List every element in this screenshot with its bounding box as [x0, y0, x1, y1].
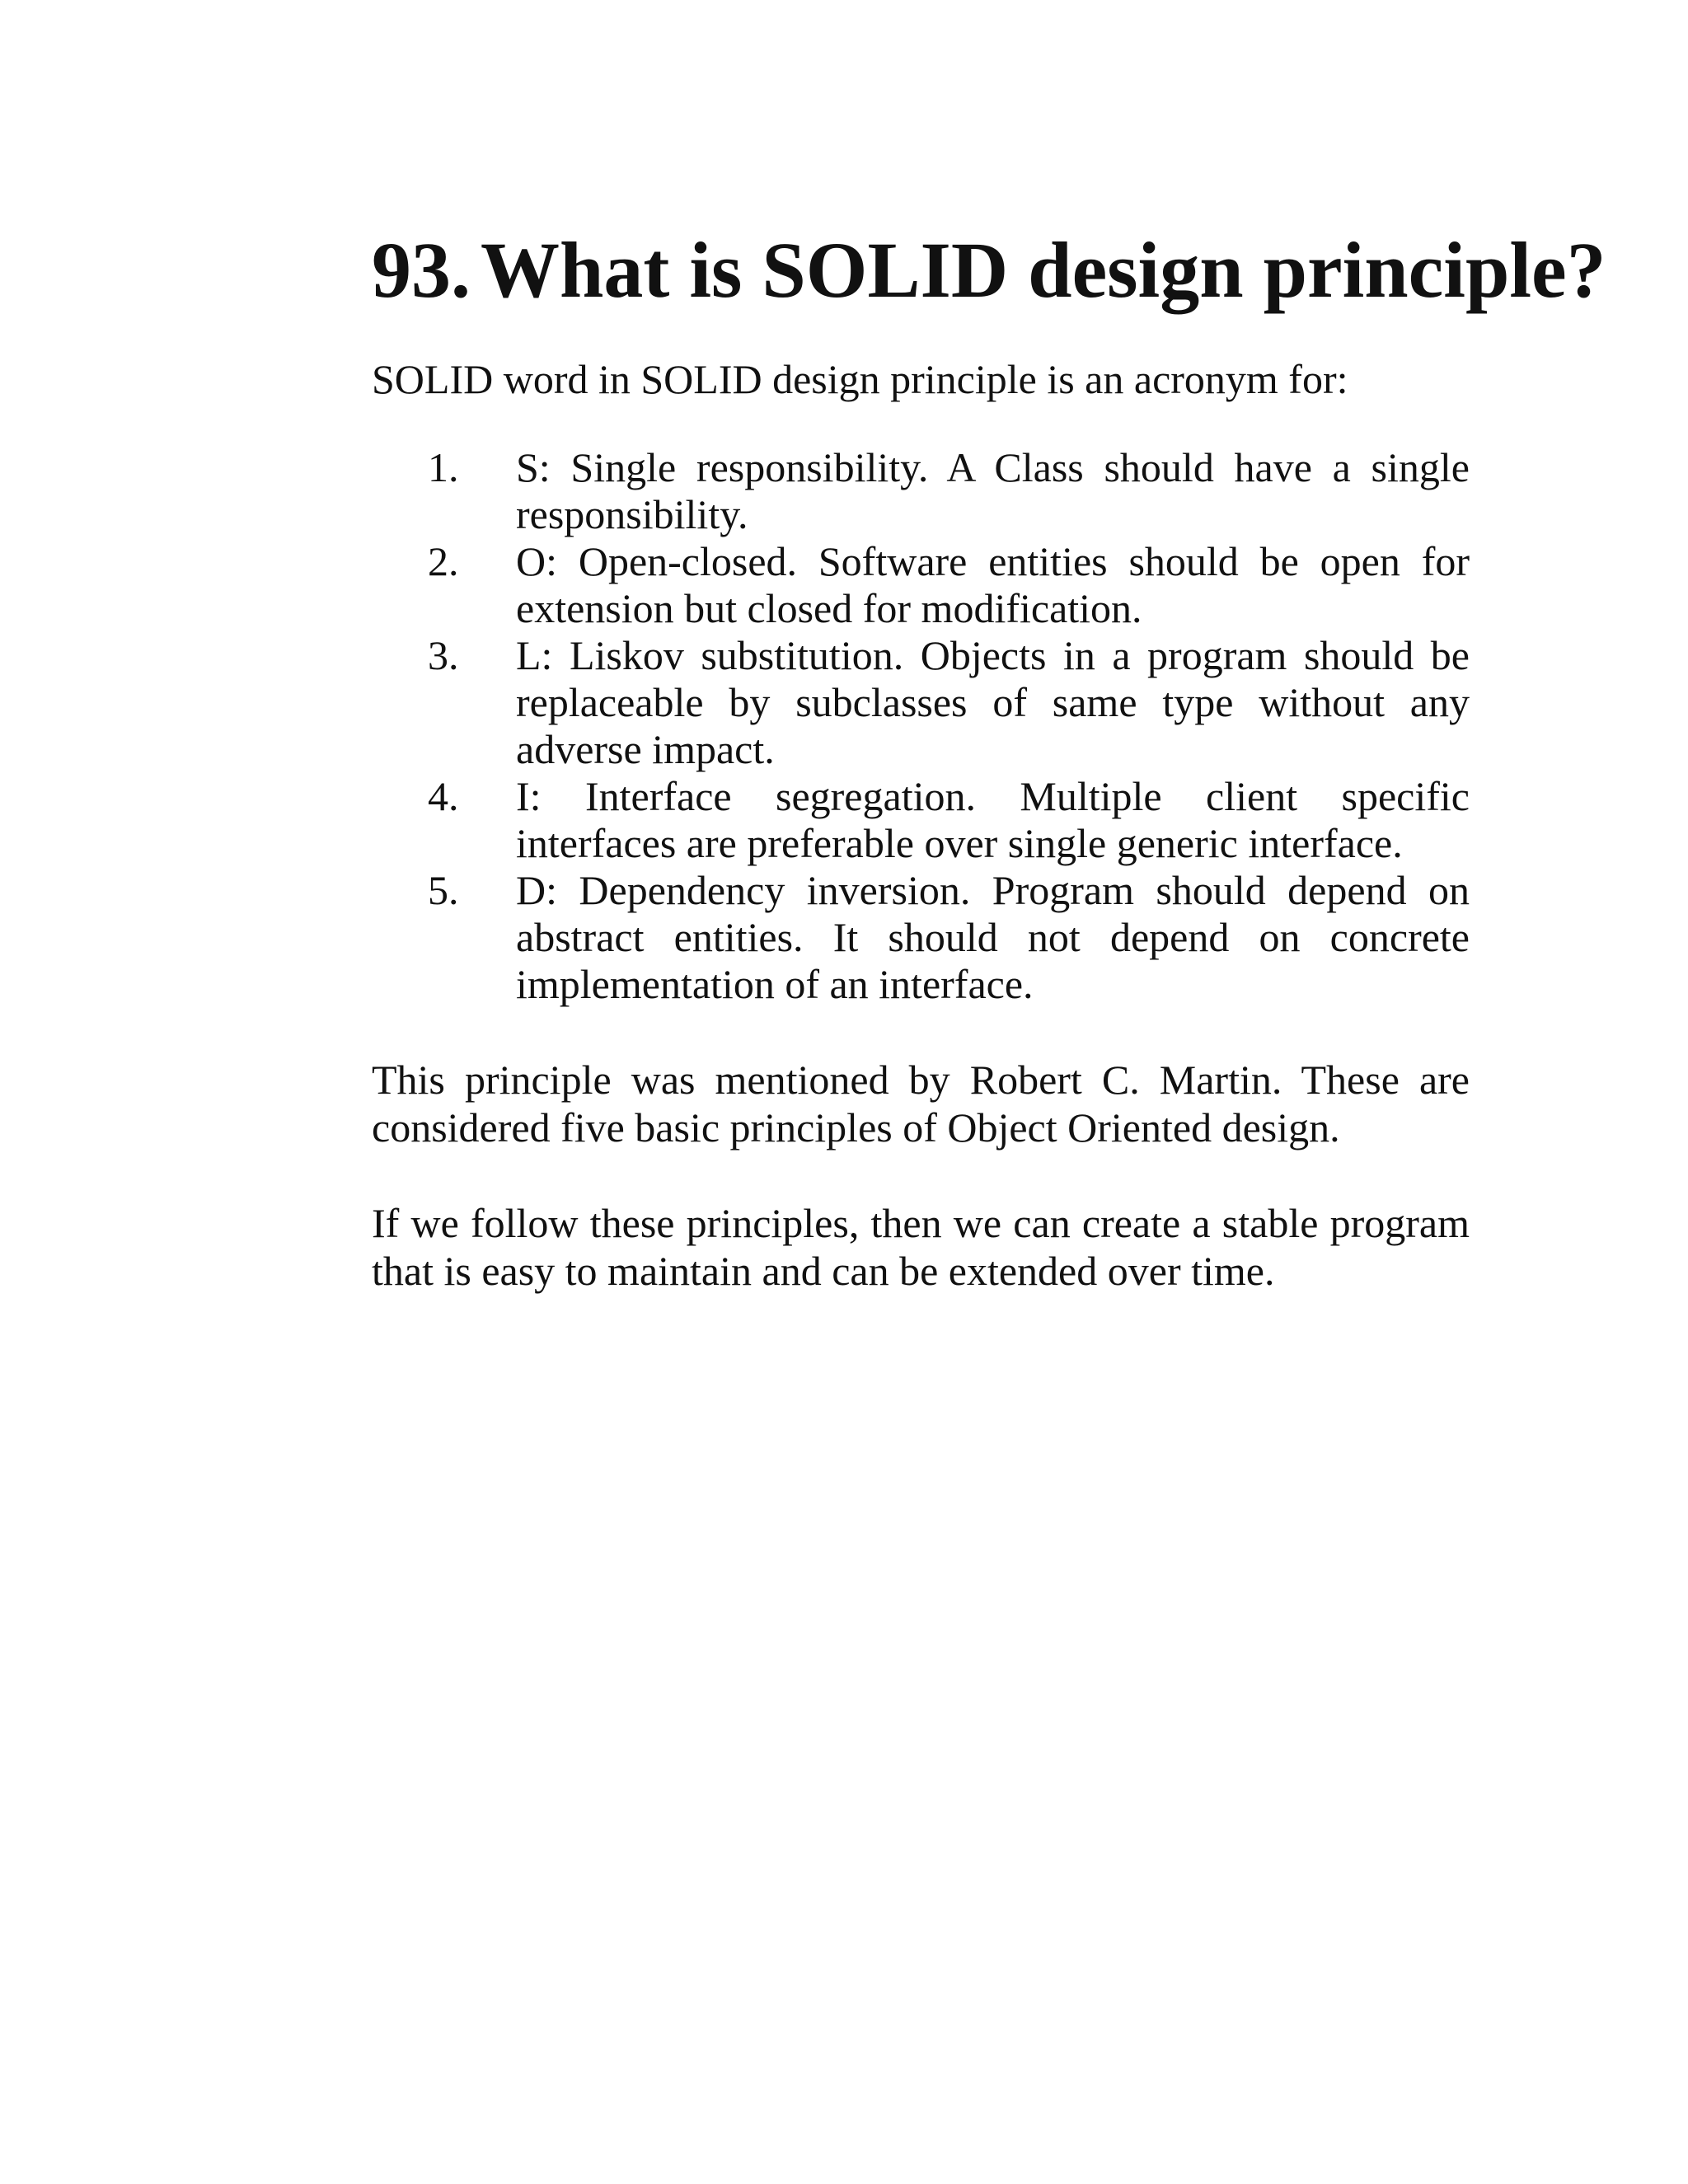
list-item-text: I: Interface segregation. Multiple client specific interfaces are preferable over single generic interface. — [516, 772, 1470, 866]
list-item-text: O: Open-closed. Software entities should be open for extension but closed for modification. — [516, 537, 1470, 631]
list-item-number: 3. — [428, 631, 459, 678]
list-item-text: S: Single responsibility. A Class should have a single responsibility. — [516, 443, 1470, 537]
list-item-number: 1. — [428, 443, 459, 490]
question-title: What is SOLID design principle? — [481, 226, 1606, 314]
list-item-text: D: Dependency inversion. Program should depend on abstract entities. It should not depend on concrete implementation of an interface. — [516, 866, 1470, 1007]
list-item-single-responsibility — [372, 444, 1470, 538]
document-content — [372, 226, 1606, 1295]
question-number: 93. — [372, 226, 471, 314]
list-item-number: 5. — [428, 866, 459, 913]
benefits-paragraph: If we follow these principles, then we can create a stable program that is easy to maintain and can be extended over time. — [372, 1199, 1470, 1294]
page-title — [372, 226, 1606, 314]
solid-principles-list — [372, 444, 1470, 1008]
list-item-interface-segregation — [372, 773, 1470, 867]
list-item-number: 4. — [428, 772, 459, 819]
list-item-number: 2. — [428, 537, 459, 584]
author-paragraph: This principle was mentioned by Robert C. Martin. These are considered five basic principles of Object Oriented design. — [372, 1056, 1470, 1151]
list-item-open-closed — [372, 538, 1470, 632]
list-item-text: L: Liskov substitution. Objects in a program should be replaceable by subclasses of same type without any adverse impact. — [516, 631, 1470, 772]
intro-paragraph: SOLID word in SOLID design principle is an acronym for: — [372, 355, 1348, 402]
list-item-liskov-substitution — [372, 632, 1470, 773]
list-item-dependency-inversion — [372, 867, 1470, 1008]
